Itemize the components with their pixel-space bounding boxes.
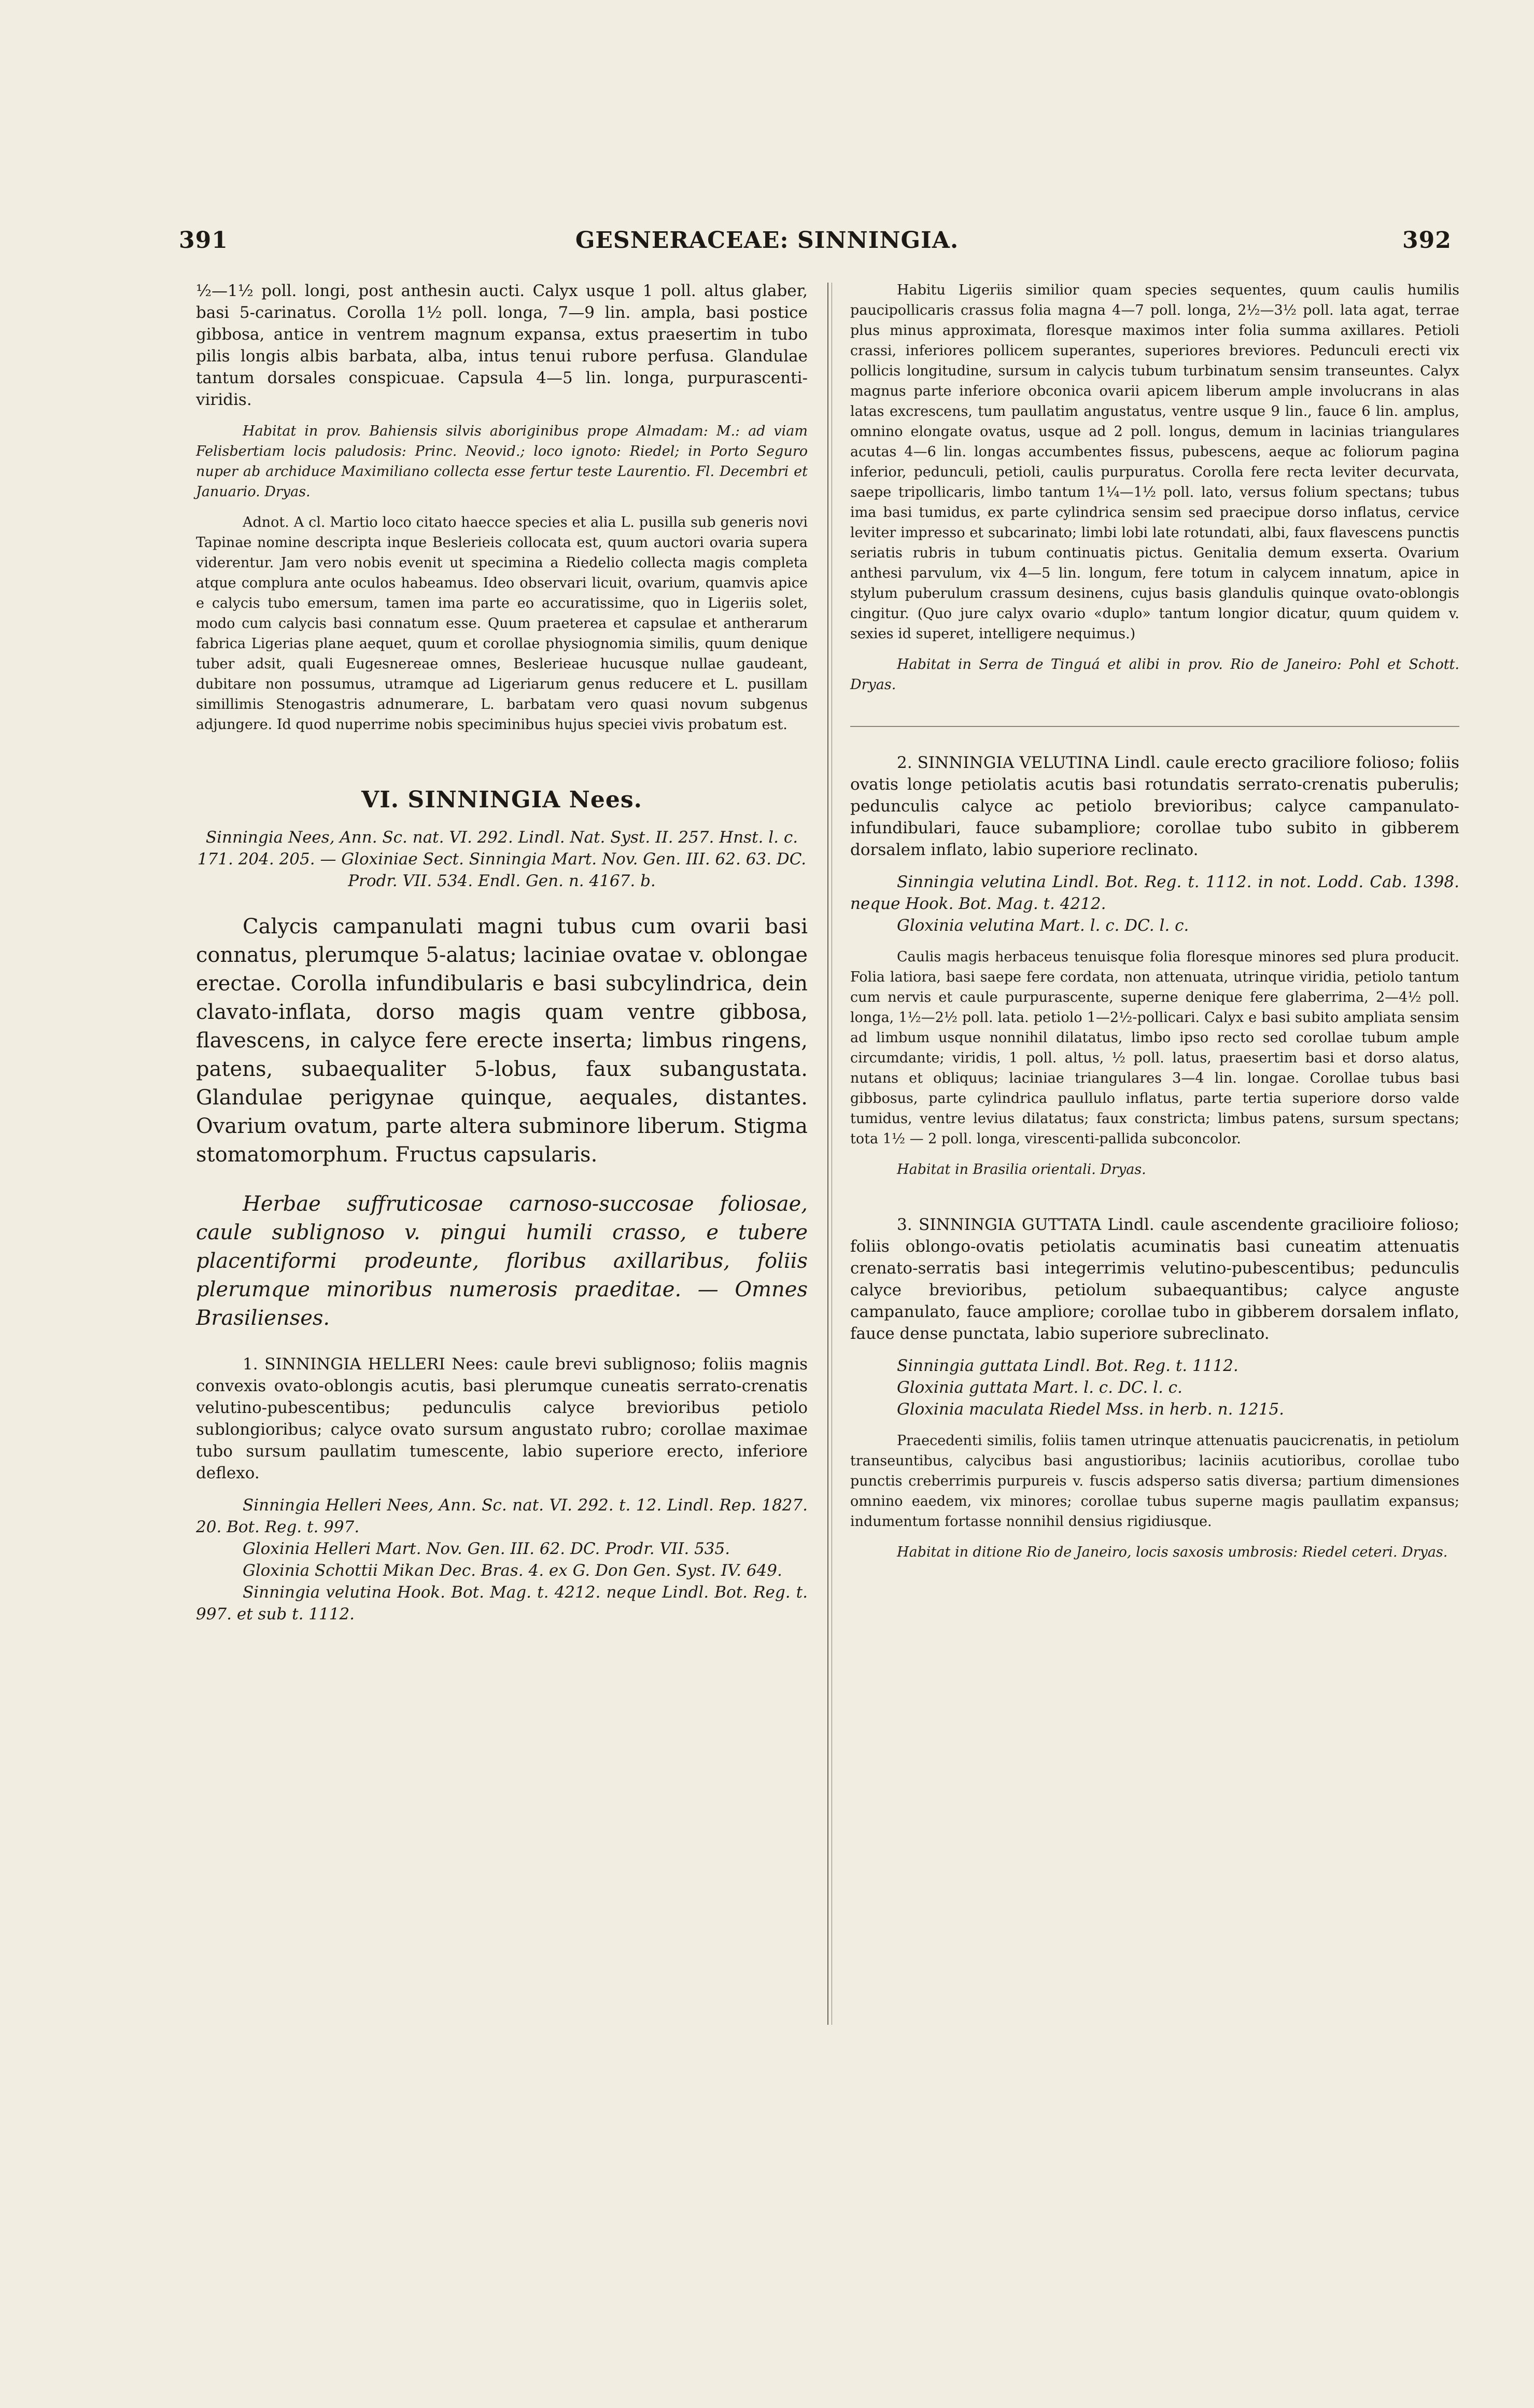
right-column [850, 280, 1459, 1562]
genus-synonymy: Sinningia Nees, Ann. Sc. nat. VI. 292. Lindl. Nat. Syst. II. 257. Hnst. l. c. 171. 204. 205. — Gloxiniae Sect. Sinningia Mart. Nov. Gen. III. 62. 63. DC. Prodr. VII. 534. Endl. Gen. n. 4167. b. [197, 828, 807, 890]
species-2-description: Caulis magis herbaceus tenuisque folia floresque minores sed plura producit. Folia latiora, basi saepe fere cordata, non attenuata, utrinque viridia, petiolo tantum cum nervis et caule purpurascente, superne denique fere glaberrima, 2—4½ poll. longa, 1½—2½ poll. lata. petiolo 1—2½-pollicari. Calyx e basi subito ampliata sensim ad limbum usque nonnihil dilatatus, limbo ipso recto sed corollae tubum ample circumdante; viridis, 1 poll. altus, ½ poll. latus, praesertim basi et dorso alatus, nutans et obliquus; laciniae triangulares 3—4 lin. longae. Corollae tubus basi gibbosus, parte cylindrica paullulo inflatus, parte tertia superiore dorso valde tumidus, ventre levius dilatatus; faux constricta; limbus patens, sursum spectans; tota 1½ — 2 poll. longa, virescenti-pallida subconcolor. [850, 949, 1459, 1147]
paragraph-annotation: Adnot. A cl. Martio loco citato haecce species et alia L. pusilla sub generis novi Tapinae nomine descripta inque Beslerieis collocata est, quum auctori ovaria supera viderentur. Jam vero nobis evenit ut specimina a Riedelio collecta magis completa atque complura ante oculos habeamus. Ideo observari licuit, ovarium, quamvis apice e calycis tubo emersum, tamen ima parte eo accuratissime, quo in Ligeriis solet, modo cum calycis basi connatum esse. Quum praeterea et capsulae et antherarum fabrica Ligerias plane aequet, quum et corollae physiognomia similis, quum denique tuber adsit, quali Eugesnereae omnes, Beslerieae hucusque nullae gaudeant, dubitare non possumus, utramque ad Ligeriarum genus reducere et L. pusillam simillimis Stenogastris adnumerare, L. barbatam vero quasi novum subgenus adjungere. Id quod nuperrime nobis speciminibus hujus speciei vivis probatum est. [196, 514, 808, 733]
species-2-reference-1: Sinningia velutina Lindl. Bot. Reg. t. 1112. in not. Lodd. Cab. 1398. neque Hook. Bot. Mag. t. 4212. [850, 873, 1459, 913]
species-1-diagnosis: 1. SINNINGIA HELLERI Nees: caule brevi sublignoso; foliis magnis convexis ovato-oblongis acutis, basi plerumque cuneatis serrato-crenatis velutino-pubescentibus; pedunculis calyce brevioribus petiolo sublongioribus; calyce ovato sursum angustato rubro; corollae maximae tubo sursum paullatim tumescente, labio superiore erecto, inferiore deflexo. [196, 1355, 808, 1482]
species-3-diagnosis: 3. SINNINGIA GUTTATA Lindl. caule ascendente gracilioire folioso; foliis oblongo-ovatis petiolatis acuminatis basi cuneatim attenuatis crenato-serratis basi integerrimis velutino-pubescentibus; pedunculis calyce brevioribus, petiolum subaequantibus; calyce anguste campanulato, fauce ampliore; corollae tubo in gibberem dorsalem inflato, fauce dense punctata, labio superiore subreclinato. [850, 1215, 1459, 1343]
paragraph-habitat: Habitat in prov. Bahiensis silvis aboriginibus prope Almadam: M.: ad viam Felisbertiam locis paludosis: Princ. Neovid.; loco ignoto: Riedel; in Porto Seguro nuper ab archiduce Maximiliano collecta esse fertur teste Laurentio. Fl. Decembri et Januario. Dryas. [196, 423, 808, 500]
species-1-reference-1: Sinningia Helleri Nees, Ann. Sc. nat. VI. 292. t. 12. Lindl. Rep. 1827. 20. Bot. Reg. t. 997. [196, 1496, 808, 1536]
species-3-habitat: Habitat in ditione Rio de Janeiro, locis saxosis umbrosis: Riedel ceteri. Dryas. [897, 1544, 1448, 1560]
species-1-description: Habitu Ligeriis similior quam species sequentes, quum caulis humilis paucipollicaris crassus folia magna 4—7 poll. longa, 2½—3½ poll. lata agat, terrae plus minus approximata, floresque maximos inter folia summa axillares. Petioli crassi, inferiores pollicem superantes, superiores breviores. Pedunculi erecti vix pollicis longitudine, sursum in calycis tubum turbinatum sensim transeuntes. Calyx magnus parte inferiore obconica ovarii apicem liberum ample involucrans in alas latas excrescens, tum paullatim angustatus, ventre usque 9 lin., fauce 6 lin. amplus, omnino elongate ovatus, usque ad 2 poll. longus, demum in lacinias triangulares acutas 4—6 lin. longas accumbentes fissus, pubescens, aeque ac foliorum pagina inferior, pedunculi, petioli, caulis purpuratus. Corolla fere recta leviter decurvata, saepe tripollicaris, limbo tantum 1¼—1½ poll. lato, versus folium spectans; tubus ima basi tumidus, ex parte cylindrica sensim sed praecipue dorso inflatus, cervice leviter impresso et subcarinato; limbi lobi late rotundati, albi, faux flavescens punctis seriatis rubris in tubum continuatis pictus. Genitalia demum exserta. Ovarium anthesi parvulum, vix 4—5 lin. longum, fere totum in calycem innatum, apice in stylum puberulum crassum desinens, cujus basis glandulis quinque ovato-oblongis cingitur. (Quo jure calyx ovario «duplo» tantum longior dicatur, quum quidem v. sexies id superet, intelligere nequimus.) [850, 282, 1459, 642]
species-3-reference-2: Gloxinia guttata Mart. l. c. DC. l. c. [897, 1378, 1183, 1397]
species-2-diagnosis: 2. SINNINGIA VELUTINA Lindl. caule erecto graciliore folioso; foliis ovatis longe petiolatis acutis basi rotundatis serrato-crenatis puberulis; pedunculis calyce ac petiolo brevioribus; calyce campanulato-infundibulari, fauce subampliore; corollae tubo subito in gibberem dorsalem inflato, labio superiore reclinato. [850, 753, 1459, 859]
page-number-right: 392 [1402, 227, 1452, 254]
species-2-reference-2: Gloxinia velutina Mart. l. c. DC. l. c. [897, 916, 1189, 935]
species-1-reference-2: Gloxinia Helleri Mart. Nov. Gen. III. 62. DC. Prodr. VII. 535. [243, 1539, 730, 1558]
section-rule [850, 726, 1459, 727]
genus-description: Calycis campanulati magni tubus cum ovarii basi connatus, plerumque 5-alatus; laciniae ovatae v. oblongae erectae. Corolla infundibularis e basi subcylindrica, dein clavato-inflata, dorso magis quam ventre gibbosa, flavescens, in calyce fere erecte inserta; limbus ringens, patens, subaequaliter 5-lobus, faux subangustata. Glandulae perigynae quinque, aequales, distantes. Ovarium ovatum, parte altera subminore liberum. Stigma stomatomorphum. Fructus capsularis. [196, 915, 808, 1167]
paragraph-continued-description: ½—1½ poll. longi, post anthesin aucti. Calyx usque 1 poll. altus glaber, basi 5-carinatus. Corolla 1½ poll. longa, 7—9 lin. ampla, basi postice gibbosa, antice in ventrem magnum expansa, extus praesertim in tubo pilis longis albis barbata, alba, intus tenui rubore perfusa. Glandulae tantum dorsales conspicuae. Capsula 4—5 lin. longa, purpurascenti-viridis. [196, 282, 808, 409]
species-3-reference-1: Sinningia guttata Lindl. Bot. Reg. t. 1112. [897, 1356, 1239, 1375]
species-3-description: Praecedenti similis, foliis tamen utrinque attenuatis paucicrenatis, in petiolum transeuntibus, calycibus basi angustioribus; laciniis acutioribus, corollae tubo punctis creberrimis purpureis v. fuscis adsperso satis diversa; partium dimensiones omnino eaedem, vix minores; corollae tubus superne magis paullatim expansus; indumentum fortasse nonnihil densius rigidiusque. [850, 1433, 1459, 1530]
species-1-reference-4: Sinningia velutina Hook. Bot. Mag. t. 4212. neque Lindl. Bot. Reg. t. 997. et sub t. 1112. [196, 1583, 808, 1623]
genus-heading: VI. SINNINGIA Nees. [361, 787, 642, 813]
species-2-habitat: Habitat in Brasilia orientali. Dryas. [897, 1161, 1146, 1178]
genus-habit: Herbae suffruticosae carnoso-succosae foliosae, caule sublignoso v. pingui humili crasso, e tubere placentiformi prodeunte, floribus axillaribus, foliis plerumque minoribus numerosis praeditae. — Omnes Brasilienses. [196, 1192, 808, 1330]
column-divider [827, 283, 828, 2025]
left-column [196, 280, 808, 1625]
species-3-reference-3: Gloxinia maculata Riedel Mss. in herb. n. 1215. [897, 1400, 1285, 1419]
species-1-reference-3: Gloxinia Schottii Mikan Dec. Bras. 4. ex G. Don Gen. Syst. IV. 649. [243, 1561, 782, 1580]
running-title: GESNERACEAE: SINNINGIA. [575, 227, 959, 254]
page-number-left: 391 [179, 227, 228, 254]
species-1-habitat: Habitat in Serra de Tinguá et alibi in prov. Rio de Janeiro: Pohl et Schott. Dryas. [850, 656, 1459, 693]
